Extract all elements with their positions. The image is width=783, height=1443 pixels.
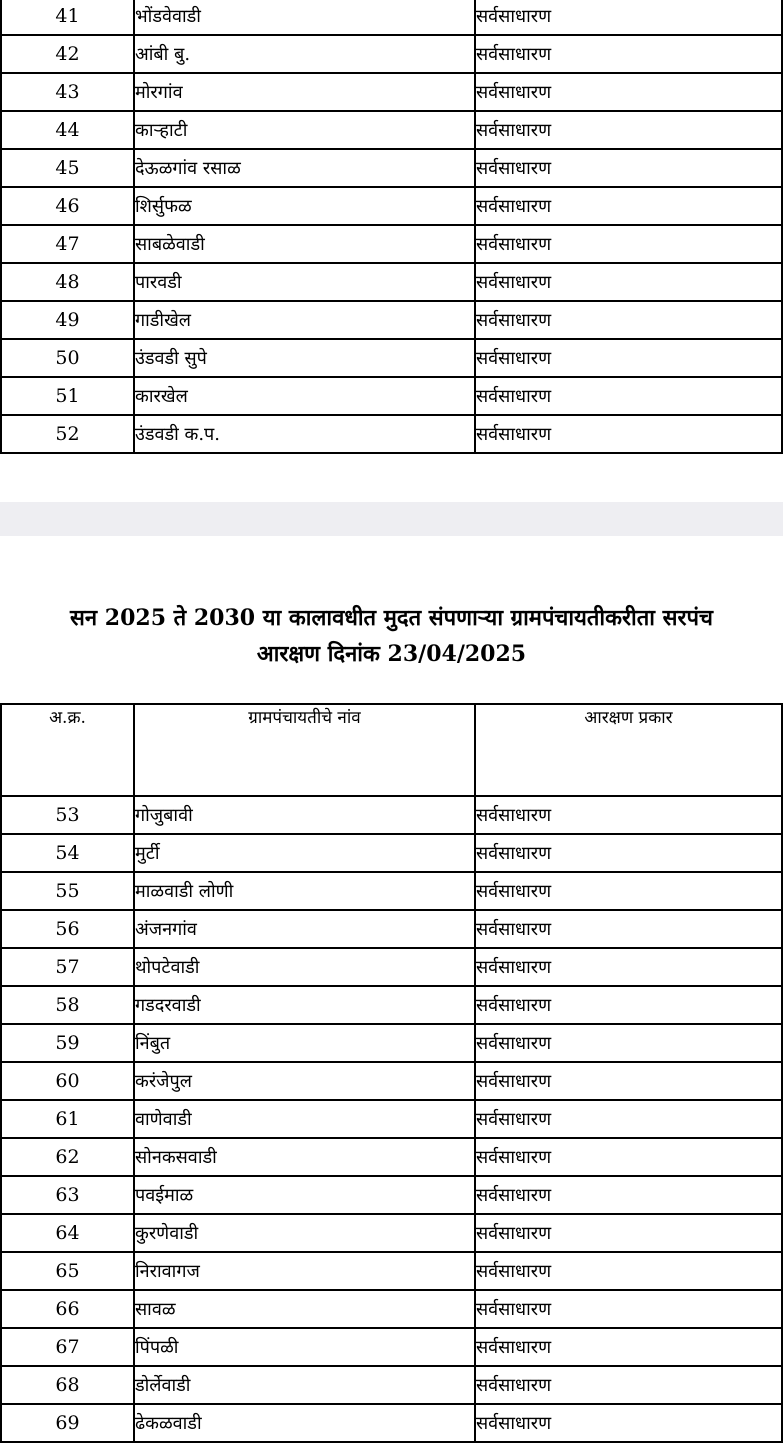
table-row xyxy=(1,910,782,948)
serial-number-cell: 60 xyxy=(1,1062,134,1100)
header-gram-panchayat-name: ग्रामपंचायतीचे नांव xyxy=(134,704,475,796)
table-row xyxy=(1,415,782,453)
table-row xyxy=(1,1366,782,1404)
header-reservation-type: आरक्षण प्रकार xyxy=(475,704,782,796)
serial-number-cell: 52 xyxy=(1,415,134,453)
gram-panchayat-name-cell: गडदरवाडी xyxy=(134,986,475,1024)
document-page-top xyxy=(0,0,783,502)
gram-panchayat-name-cell: पिंपळी xyxy=(134,1328,475,1366)
gram-panchayat-name-cell: उंडवडी सुपे xyxy=(134,339,475,377)
serial-number-cell: 55 xyxy=(1,872,134,910)
gram-panchayat-name-cell: कुरणेवाडी xyxy=(134,1214,475,1252)
reservation-type-cell: सर्वसाधारण xyxy=(475,111,782,149)
table-row xyxy=(1,263,782,301)
table-body-bottom xyxy=(1,796,782,1442)
serial-number-cell: 64 xyxy=(1,1214,134,1252)
reservation-type-cell: सर्वसाधारण xyxy=(475,187,782,225)
table-body-top xyxy=(1,0,782,453)
reservation-type-cell: सर्वसाधारण xyxy=(475,0,782,35)
table-row xyxy=(1,872,782,910)
gram-panchayat-name-cell: काऱ्हाटी xyxy=(134,111,475,149)
gram-panchayat-name-cell: करंजेपुल xyxy=(134,1062,475,1100)
reservation-type-cell: सर्वसाधारण xyxy=(475,301,782,339)
reservation-type-cell: सर्वसाधारण xyxy=(475,1138,782,1176)
table-row xyxy=(1,948,782,986)
serial-number-cell: 67 xyxy=(1,1328,134,1366)
gram-panchayat-name-cell: गाडीखेल xyxy=(134,301,475,339)
table-row xyxy=(1,834,782,872)
reservation-type-cell: सर्वसाधारण xyxy=(475,1100,782,1138)
table-row xyxy=(1,1062,782,1100)
serial-number-cell: 45 xyxy=(1,149,134,187)
gram-panchayat-name-cell: मुर्टी xyxy=(134,834,475,872)
gram-panchayat-name-cell: थोपटेवाडी xyxy=(134,948,475,986)
reservation-type-cell: सर्वसाधारण xyxy=(475,834,782,872)
gram-panchayat-name-cell: सोनकसवाडी xyxy=(134,1138,475,1176)
gram-panchayat-name-cell: उंडवडी क.प. xyxy=(134,415,475,453)
header-serial-number: अ.क्र. xyxy=(1,704,134,796)
serial-number-cell: 41 xyxy=(1,0,134,35)
table-row xyxy=(1,149,782,187)
reservation-type-cell: सर्वसाधारण xyxy=(475,796,782,834)
gram-panchayat-name-cell: भोंडवेवाडी xyxy=(134,0,475,35)
gram-panchayat-name-cell: साबळेवाडी xyxy=(134,225,475,263)
serial-number-cell: 48 xyxy=(1,263,134,301)
serial-number-cell: 49 xyxy=(1,301,134,339)
table-row xyxy=(1,1252,782,1290)
page-separator xyxy=(0,502,783,536)
table-row xyxy=(1,1176,782,1214)
serial-number-cell: 59 xyxy=(1,1024,134,1062)
table-header-row xyxy=(1,704,782,796)
serial-number-cell: 54 xyxy=(1,834,134,872)
reservation-type-cell: सर्वसाधारण xyxy=(475,910,782,948)
reservation-type-cell: सर्वसाधारण xyxy=(475,948,782,986)
serial-number-cell: 69 xyxy=(1,1404,134,1442)
gram-panchayat-name-cell: शिर्सुफळ xyxy=(134,187,475,225)
table-row xyxy=(1,187,782,225)
table-row xyxy=(1,301,782,339)
gram-panchayat-name-cell: माळवाडी लोणी xyxy=(134,872,475,910)
table-row xyxy=(1,377,782,415)
reservation-type-cell: सर्वसाधारण xyxy=(475,263,782,301)
reservation-type-cell: सर्वसाधारण xyxy=(475,986,782,1024)
serial-number-cell: 42 xyxy=(1,35,134,73)
gram-panchayat-name-cell: ढेकळवाडी xyxy=(134,1404,475,1442)
serial-number-cell: 66 xyxy=(1,1290,134,1328)
serial-number-cell: 63 xyxy=(1,1176,134,1214)
serial-number-cell: 58 xyxy=(1,986,134,1024)
serial-number-cell: 62 xyxy=(1,1138,134,1176)
serial-number-cell: 61 xyxy=(1,1100,134,1138)
reservation-type-cell: सर्वसाधारण xyxy=(475,225,782,263)
table-row xyxy=(1,225,782,263)
title-line-2: आरक्षण दिनांक 23/04/2025 xyxy=(256,641,527,667)
document-page-bottom xyxy=(0,536,783,1440)
table-row xyxy=(1,1404,782,1442)
reservation-type-cell: सर्वसाधारण xyxy=(475,1328,782,1366)
table-row xyxy=(1,339,782,377)
reservation-table-top xyxy=(0,0,783,454)
gram-panchayat-name-cell: मोरगांव xyxy=(134,73,475,111)
table-row xyxy=(1,796,782,834)
serial-number-cell: 44 xyxy=(1,111,134,149)
reservation-type-cell: सर्वसाधारण xyxy=(475,73,782,111)
reservation-type-cell: सर्वसाधारण xyxy=(475,1252,782,1290)
table-row xyxy=(1,1100,782,1138)
title-line-1: सन 2025 ते 2030 या कालावधीत मुदत संपणाऱ्या ग्रामपंचायतीकरीता सरपंच xyxy=(70,605,713,631)
gram-panchayat-name-cell: निंबुत xyxy=(134,1024,475,1062)
gram-panchayat-name-cell: वाणेवाडी xyxy=(134,1100,475,1138)
table-row xyxy=(1,73,782,111)
table-row xyxy=(1,1328,782,1366)
reservation-type-cell: सर्वसाधारण xyxy=(475,339,782,377)
table-row xyxy=(1,111,782,149)
table-row xyxy=(1,1290,782,1328)
reservation-type-cell: सर्वसाधारण xyxy=(475,1290,782,1328)
gram-panchayat-name-cell: डोर्लेवाडी xyxy=(134,1366,475,1404)
gram-panchayat-name-cell: पारवडी xyxy=(134,263,475,301)
gram-panchayat-name-cell: सावळ xyxy=(134,1290,475,1328)
serial-number-cell: 56 xyxy=(1,910,134,948)
serial-number-cell: 57 xyxy=(1,948,134,986)
reservation-type-cell: सर्वसाधारण xyxy=(475,1366,782,1404)
reservation-table-bottom xyxy=(0,703,783,1443)
serial-number-cell: 43 xyxy=(1,73,134,111)
reservation-type-cell: सर्वसाधारण xyxy=(475,35,782,73)
serial-number-cell: 65 xyxy=(1,1252,134,1290)
document-title xyxy=(0,600,783,672)
table-row xyxy=(1,35,782,73)
serial-number-cell: 47 xyxy=(1,225,134,263)
table-row xyxy=(1,1214,782,1252)
reservation-type-cell: सर्वसाधारण xyxy=(475,1176,782,1214)
reservation-type-cell: सर्वसाधारण xyxy=(475,415,782,453)
reservation-type-cell: सर्वसाधारण xyxy=(475,872,782,910)
reservation-type-cell: सर्वसाधारण xyxy=(475,1404,782,1442)
serial-number-cell: 53 xyxy=(1,796,134,834)
gram-panchayat-name-cell: कारखेल xyxy=(134,377,475,415)
reservation-type-cell: सर्वसाधारण xyxy=(475,377,782,415)
reservation-type-cell: सर्वसाधारण xyxy=(475,1024,782,1062)
reservation-type-cell: सर्वसाधारण xyxy=(475,1214,782,1252)
reservation-type-cell: सर्वसाधारण xyxy=(475,149,782,187)
serial-number-cell: 51 xyxy=(1,377,134,415)
reservation-type-cell: सर्वसाधारण xyxy=(475,1062,782,1100)
table-row xyxy=(1,1024,782,1062)
table-row xyxy=(1,986,782,1024)
gram-panchayat-name-cell: गोजुबावी xyxy=(134,796,475,834)
table-row xyxy=(1,1138,782,1176)
gram-panchayat-name-cell: अंजनगांव xyxy=(134,910,475,948)
serial-number-cell: 68 xyxy=(1,1366,134,1404)
gram-panchayat-name-cell: निरावागज xyxy=(134,1252,475,1290)
serial-number-cell: 46 xyxy=(1,187,134,225)
gram-panchayat-name-cell: देऊळगांव रसाळ xyxy=(134,149,475,187)
serial-number-cell: 50 xyxy=(1,339,134,377)
gram-panchayat-name-cell: आंबी बु. xyxy=(134,35,475,73)
table-row xyxy=(1,0,782,35)
gram-panchayat-name-cell: पवईमाळ xyxy=(134,1176,475,1214)
